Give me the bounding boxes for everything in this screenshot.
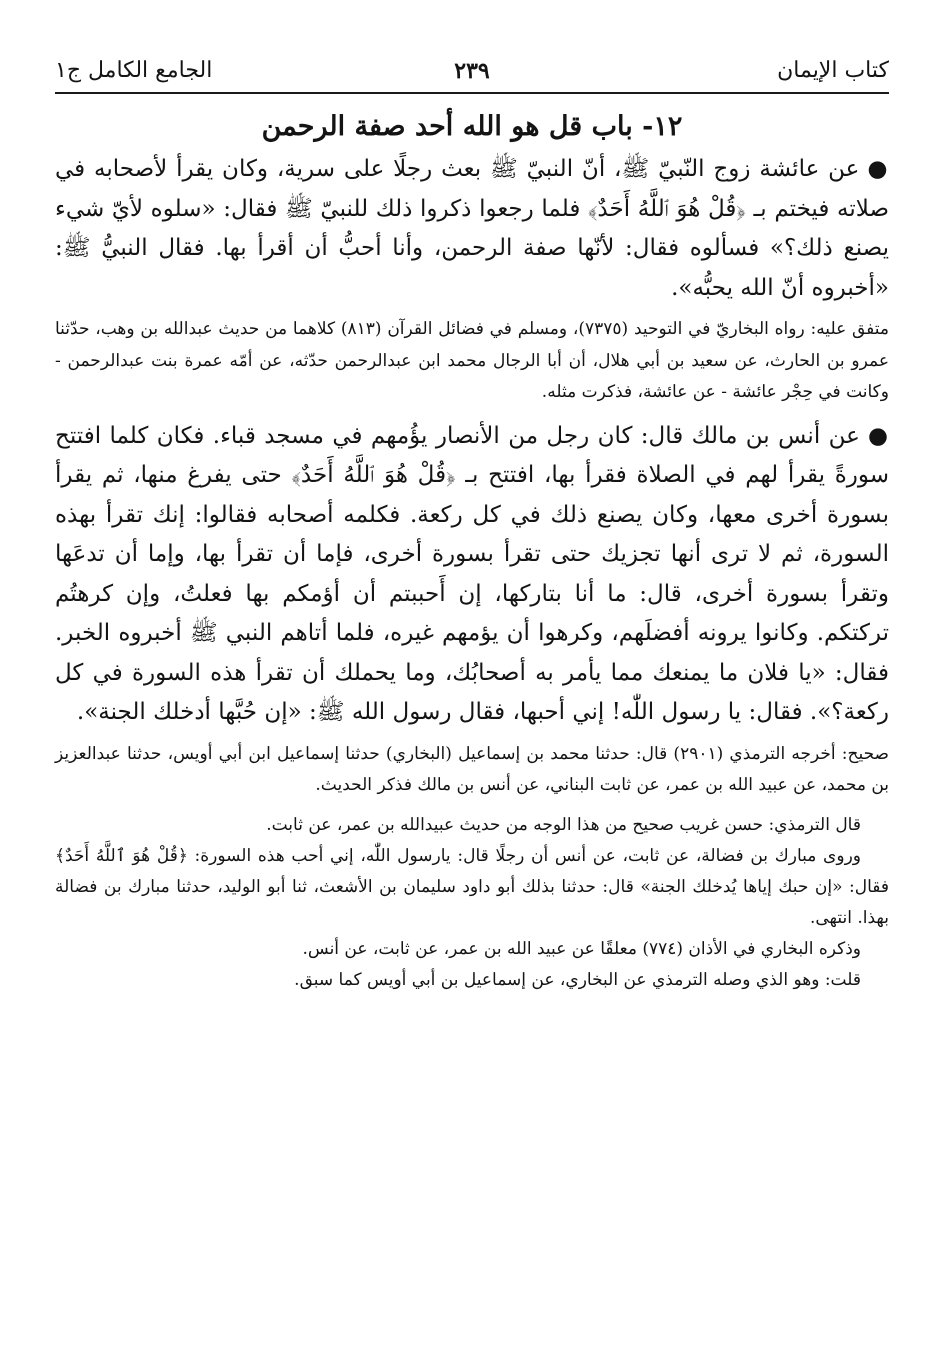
bullet-icon: ● bbox=[867, 422, 889, 449]
note-tirmidhi: قال الترمذي: حسن غريب صحيح من هذا الوجه من حديث عبيدالله بن عمر، عن ثابت. bbox=[266, 814, 861, 835]
book-title: كتاب الإيمان bbox=[777, 58, 889, 83]
hadith-aisha bbox=[55, 150, 889, 308]
hadith-aisha-text: عن عائشة زوج النّبيّ ﷺ، أنّ النبيّ ﷺ بعث رجلًا على سرية، وكان يقرأ لأصحابه في صلاته فيختم بـ ﴿قُلْ هُوَ ٱللَّهُ أَحَدٌ﴾ فلما رجعوا ذكروا ذلك للنبيّ ﷺ فقال: «سلوه لأيّ شيء يصنع ذلك؟» فسألوه فقال: لأنّها صفة الرحمن، وأنا أحبُّ أن أقرأ بها. فقال النبيُّ ﷺ: «أخبروه أنّ الله يحبُّه». bbox=[55, 156, 889, 301]
series-title: الجامع الكامل ج١ bbox=[55, 58, 213, 83]
bullet-icon: ● bbox=[867, 156, 889, 182]
takhrij-aisha: متفق عليه: رواه البخاريّ في التوحيد (٧٣٧٥)، ومسلم في فضائل القرآن (٨١٣) كلاهما من حديث عبدالله بن وهب، حدّثنا عمرو بن الحارث، عن سعيد بن أبي هلال، أن أبا الرجال محمد ابن عبدالرحمن حدّثه، عن أمّه عمرة بنت عبدالرحمن - وكانت في حِجْر عائشة - عن عائشة، فذكرت مثله. bbox=[55, 319, 890, 402]
chapter-title: ١٢- باب قل هو الله أحد صفة الرحمن bbox=[261, 111, 683, 142]
hadith-anas-text: عن أنس بن مالك قال: كان رجل من الأنصار يؤُمهم في مسجد قباء. فكان كلما افتتح سورةً يقرأ لهم في الصلاة فقرأ بها، افتتح بـ ﴿قُلْ هُوَ ٱللَّهُ أَحَدٌ﴾ حتى يفرغ منها، ثم يقرأ بسورة أخرى معها، وكان يصنع ذلك في كل ركعة. فكلمه أصحابه فقالوا: إنك تقرأ بهذه السورة، ثم لا ترى أنها تجزيك حتى تقرأ بسورة أخرى، فإما أن تقرأ بها، وإما أن تدعَها وتقرأ بسورة أخرى، قال: ما أنا بتاركها، إن أَحببتم أن أؤمكم بها فعلتُ، وإن كرهتُم تركتكم. وكانوا يرونه أفضلَهم، وكرهوا أن يؤمهم غيره، فلما أتاهم النبي ﷺ أخبروه الخبر. فقال: «يا فلان ما يمنعك مما يأمر به أصحابُك، وما يحملك أن تقرأ هذه السورة في كل ركعة؟». فقال: يا رسول اللّٰه! إني أحبها، فقال رسول الله ﷺ: «إن حُبَّها أدخلك الجنة». bbox=[55, 422, 890, 725]
note-bukhari: وذكره البخاري في الأذان (٧٧٤) معلقًا عن عبيد الله بن عمر، عن ثابت، عن أنس. bbox=[302, 938, 861, 959]
note-author: قلت: وهو الذي وصله الترمذي عن البخاري، عن إسماعيل بن أبي أويس كما سبق. bbox=[294, 969, 861, 990]
takhrij-anas: صحيح: أخرجه الترمذي (٢٩٠١) قال: حدثنا محمد بن إسماعيل (البخاري) حدثنا إسماعيل ابن أبي أويس، حدثنا عبدالعزيز بن محمد، عن عبيد الله بن عمر، عن ثابت البناني، عن أنس بن مالك فذكر الحديث. bbox=[55, 743, 889, 795]
hadith-anas bbox=[55, 417, 889, 733]
running-header bbox=[55, 48, 889, 94]
book-page bbox=[55, 48, 889, 996]
note-mubarak: وروى مبارك بن فضالة، عن ثابت، عن أنس أن رجلًا قال: يارسول اللّٰه، إني أحب هذه السورة: ﴿قُلْ هُوَ ٱللَّهُ أَحَدٌ﴾ فقال: «إن حبك إياها يُدخلك الجنة» قال: حدثنا بذلك أبو داود سليمان بن الأشعث، ثنا أبو الوليد، حدثنا مبارك بن فضالة بهذا. انتهى. bbox=[55, 845, 889, 928]
page-number: ٢٣٩ bbox=[454, 58, 490, 84]
